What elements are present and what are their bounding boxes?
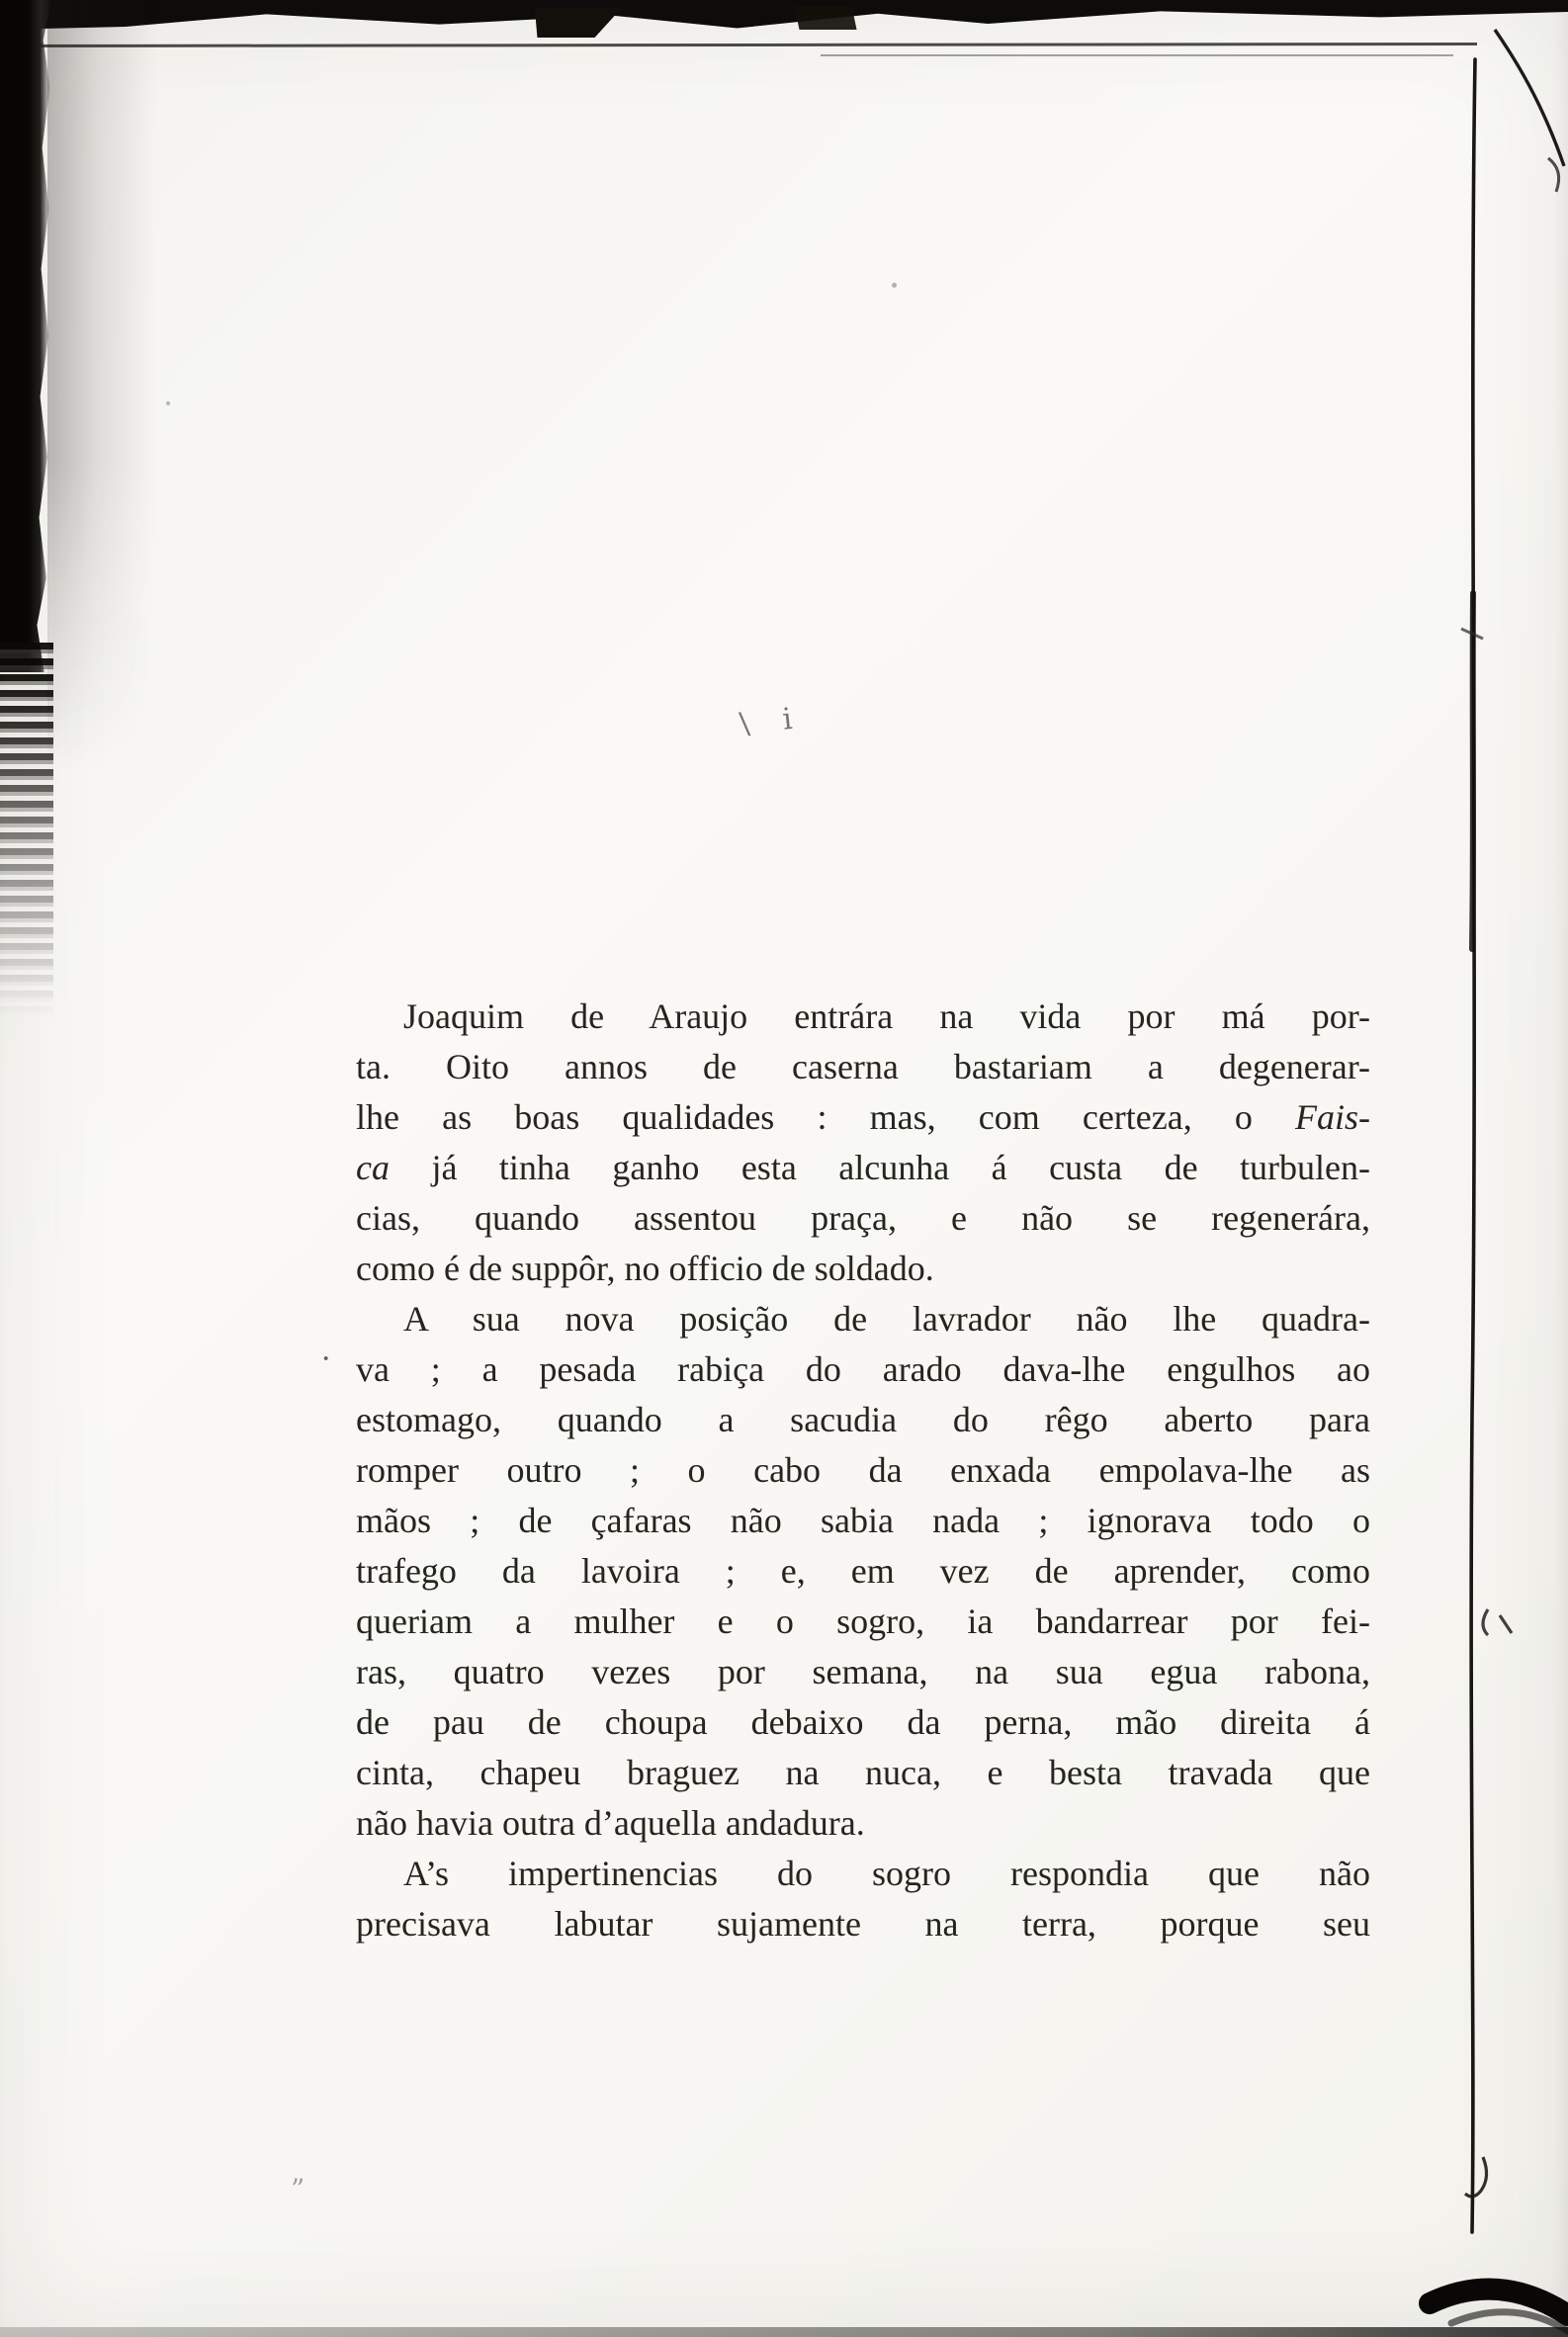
italic-text-segment: Fais- — [1295, 1097, 1370, 1137]
text-segment: A sua nova posição de lavrador não lhe quadra- — [403, 1299, 1370, 1339]
text-line — [356, 1647, 1370, 1697]
text-segment: Joaquim de Araujo entrára na vida por má por- — [403, 996, 1370, 1036]
text-segment: mãos ; de çafaras não sabia nada ; ignorava todo o — [356, 1501, 1370, 1540]
paragraph — [356, 992, 1370, 1294]
text-line — [356, 1445, 1370, 1496]
text-line — [356, 1849, 1370, 1899]
text-line — [356, 992, 1370, 1042]
edge-curl-mark — [1465, 2157, 1487, 2197]
page-edge-line — [1471, 59, 1475, 2232]
text-line — [356, 1244, 1370, 1294]
text-segment: va ; a pesada rabiça do arado dava-lhe engulhos ao — [356, 1349, 1370, 1389]
text-segment: romper outro ; o cabo da enxada empolava-lhe as — [356, 1450, 1370, 1490]
text-line — [356, 1092, 1370, 1143]
italic-text-segment: ca — [356, 1148, 390, 1187]
text-line — [356, 1395, 1370, 1445]
text-segment: de pau de choupa debaixo da perna, mão direita á — [356, 1702, 1370, 1742]
text-segment: A’s impertinencias do sogro respondia que não — [403, 1854, 1370, 1893]
scan-bottom-edge-shadow — [0, 2327, 1568, 2337]
scan-horizontal-line-faint — [821, 54, 1453, 56]
paragraph — [356, 1849, 1370, 1949]
text-segment: não havia outra d’aquella andadura. — [356, 1803, 865, 1843]
text-line — [356, 1294, 1370, 1344]
scan-top-blob — [794, 6, 856, 30]
text-line — [356, 1798, 1370, 1849]
text-segment: trafego da lavoira ; e, em vez de aprender, como — [356, 1551, 1370, 1591]
margin-squiggle-mark — [1483, 1609, 1512, 1635]
edge-tick-mark — [1461, 629, 1483, 639]
corner-curve-top-right — [1495, 30, 1564, 166]
scan-left-inner-shadow — [47, 0, 156, 771]
scan-speck — [892, 283, 897, 288]
text-segment: cinta, chapeu braguez na nuca, e besta travada que — [356, 1753, 1370, 1792]
text-block — [356, 992, 1370, 1949]
text-line — [356, 1546, 1370, 1597]
text-line — [356, 1597, 1370, 1647]
text-line — [356, 1193, 1370, 1244]
text-line — [356, 1748, 1370, 1798]
text-segment: como é de suppôr, no officio de soldado. — [356, 1249, 934, 1288]
text-line — [356, 1143, 1370, 1193]
scan-top-blob — [525, 8, 622, 38]
margin-dot-mark: · — [320, 1341, 332, 1377]
top-right-hook-mark — [1548, 158, 1559, 192]
paragraph — [356, 1294, 1370, 1849]
text-segment: já tinha ganho esta alcunha á custa de turbulen- — [389, 1148, 1370, 1187]
stray-quote-mark: ” — [291, 2173, 305, 2206]
text-segment: ta. Oito annos de caserna bastariam a degenerar- — [356, 1047, 1370, 1086]
text-segment: precisava labutar sujamente na terra, porque seu — [356, 1904, 1370, 1944]
text-segment: lhe as boas qualidades : mas, com certeza, o — [356, 1097, 1295, 1137]
scan-horizontal-line — [0, 43, 1477, 47]
scan-left-binding-streaks — [0, 643, 53, 1033]
text-segment: ras, quatro vezes por semana, na sua egua rabona, — [356, 1652, 1370, 1691]
corner-swoosh-bottom-right — [1430, 2290, 1568, 2315]
text-segment: cias, quando assentou praça, e não se regenerára, — [356, 1198, 1370, 1238]
page-edge-line-thick-segment — [1472, 593, 1473, 949]
text-line — [356, 1697, 1370, 1748]
scan-left-binding-shadow — [0, 0, 51, 672]
text-line — [356, 1344, 1370, 1395]
text-segment: queriam a mulher e o sogro, ia bandarrear por fei- — [356, 1601, 1370, 1641]
text-line — [356, 1496, 1370, 1546]
text-line — [356, 1899, 1370, 1949]
text-segment: estomago, quando a sacudia do rêgo aberto para — [356, 1400, 1370, 1439]
scan-speck — [166, 401, 170, 405]
text-line — [356, 1042, 1370, 1092]
scan-top-edge-shadow — [0, 0, 1568, 30]
stray-pencil-mark: \ i — [738, 700, 806, 742]
